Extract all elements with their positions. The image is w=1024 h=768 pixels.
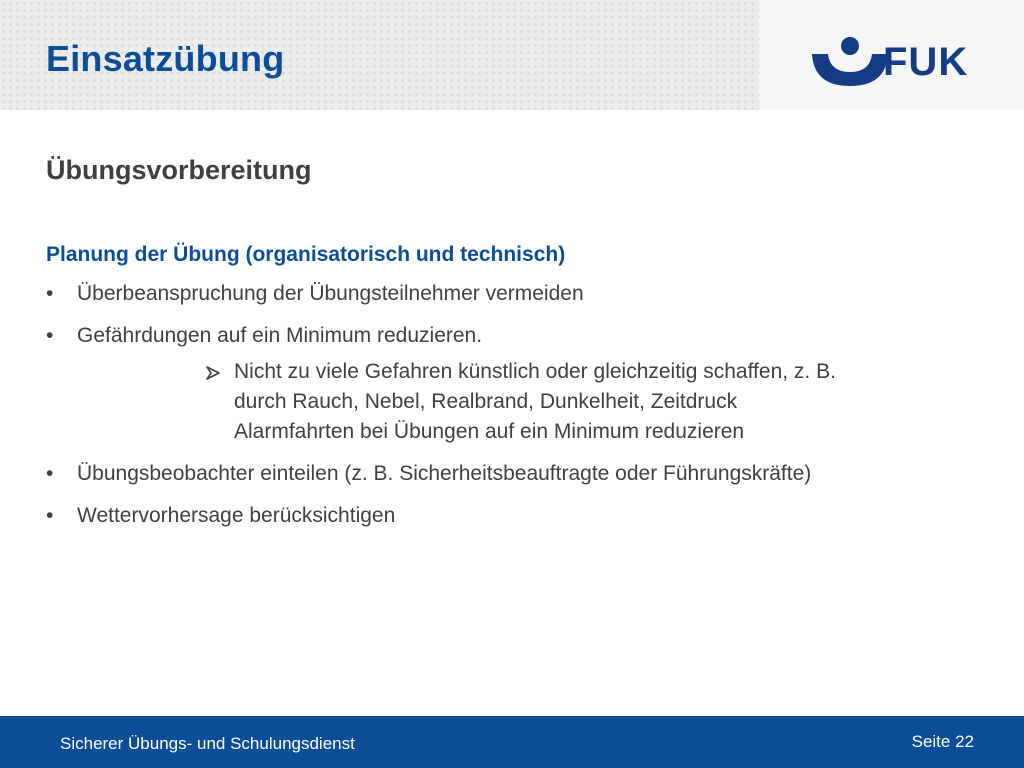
list-item [46, 459, 976, 489]
footer-title: Sicherer Übungs- und Schulungsdienst [60, 734, 355, 753]
sub-list-item [205, 357, 976, 417]
slide-footer [0, 716, 1024, 768]
bullet-dot: • [46, 282, 54, 305]
sub-bullet-text-line2: durch Rauch, Nebel, Realbrand, Dunkelheit, Zeitdruck [234, 390, 738, 413]
bullet-text: Überbeanspruchung der Übungsteilnehmer vermeiden [77, 282, 584, 305]
arrow-bullet-icon [205, 365, 221, 381]
logo-text: FUK [883, 40, 969, 84]
bullet-dot: • [46, 324, 54, 347]
section-heading: Planung der Übung (organisatorisch und technisch) [46, 243, 566, 266]
slide-header [0, 0, 1024, 110]
sub-bullet-text-line1: Nicht zu viele Gefahren künstlich oder gleichzeitig schaffen, z. B. [234, 360, 836, 383]
sub-bullet-list [77, 357, 976, 447]
slide-subtitle: Übungsvorbereitung [46, 155, 312, 185]
bullet-text: Wettervorhersage berücksichtigen [77, 504, 396, 527]
bullet-dot: • [46, 504, 54, 527]
bullet-text: Gefährdungen auf ein Minimum reduzieren. [77, 324, 483, 347]
slide-title: Einsatzübung [46, 38, 285, 79]
sub-list-item [205, 417, 976, 447]
list-item [46, 321, 976, 447]
bullet-list [46, 279, 976, 543]
bullet-text: Übungsbeobachter einteilen (z. B. Sicherheitsbeauftragte oder Führungskräfte) [77, 462, 812, 485]
sub-bullet-text-line1: Alarmfahrten bei Übungen auf ein Minimum reduzieren [234, 420, 745, 443]
bullet-dot: • [46, 462, 54, 485]
list-item [46, 501, 976, 531]
page-number: Seite 22 [911, 732, 974, 751]
list-item [46, 279, 976, 309]
